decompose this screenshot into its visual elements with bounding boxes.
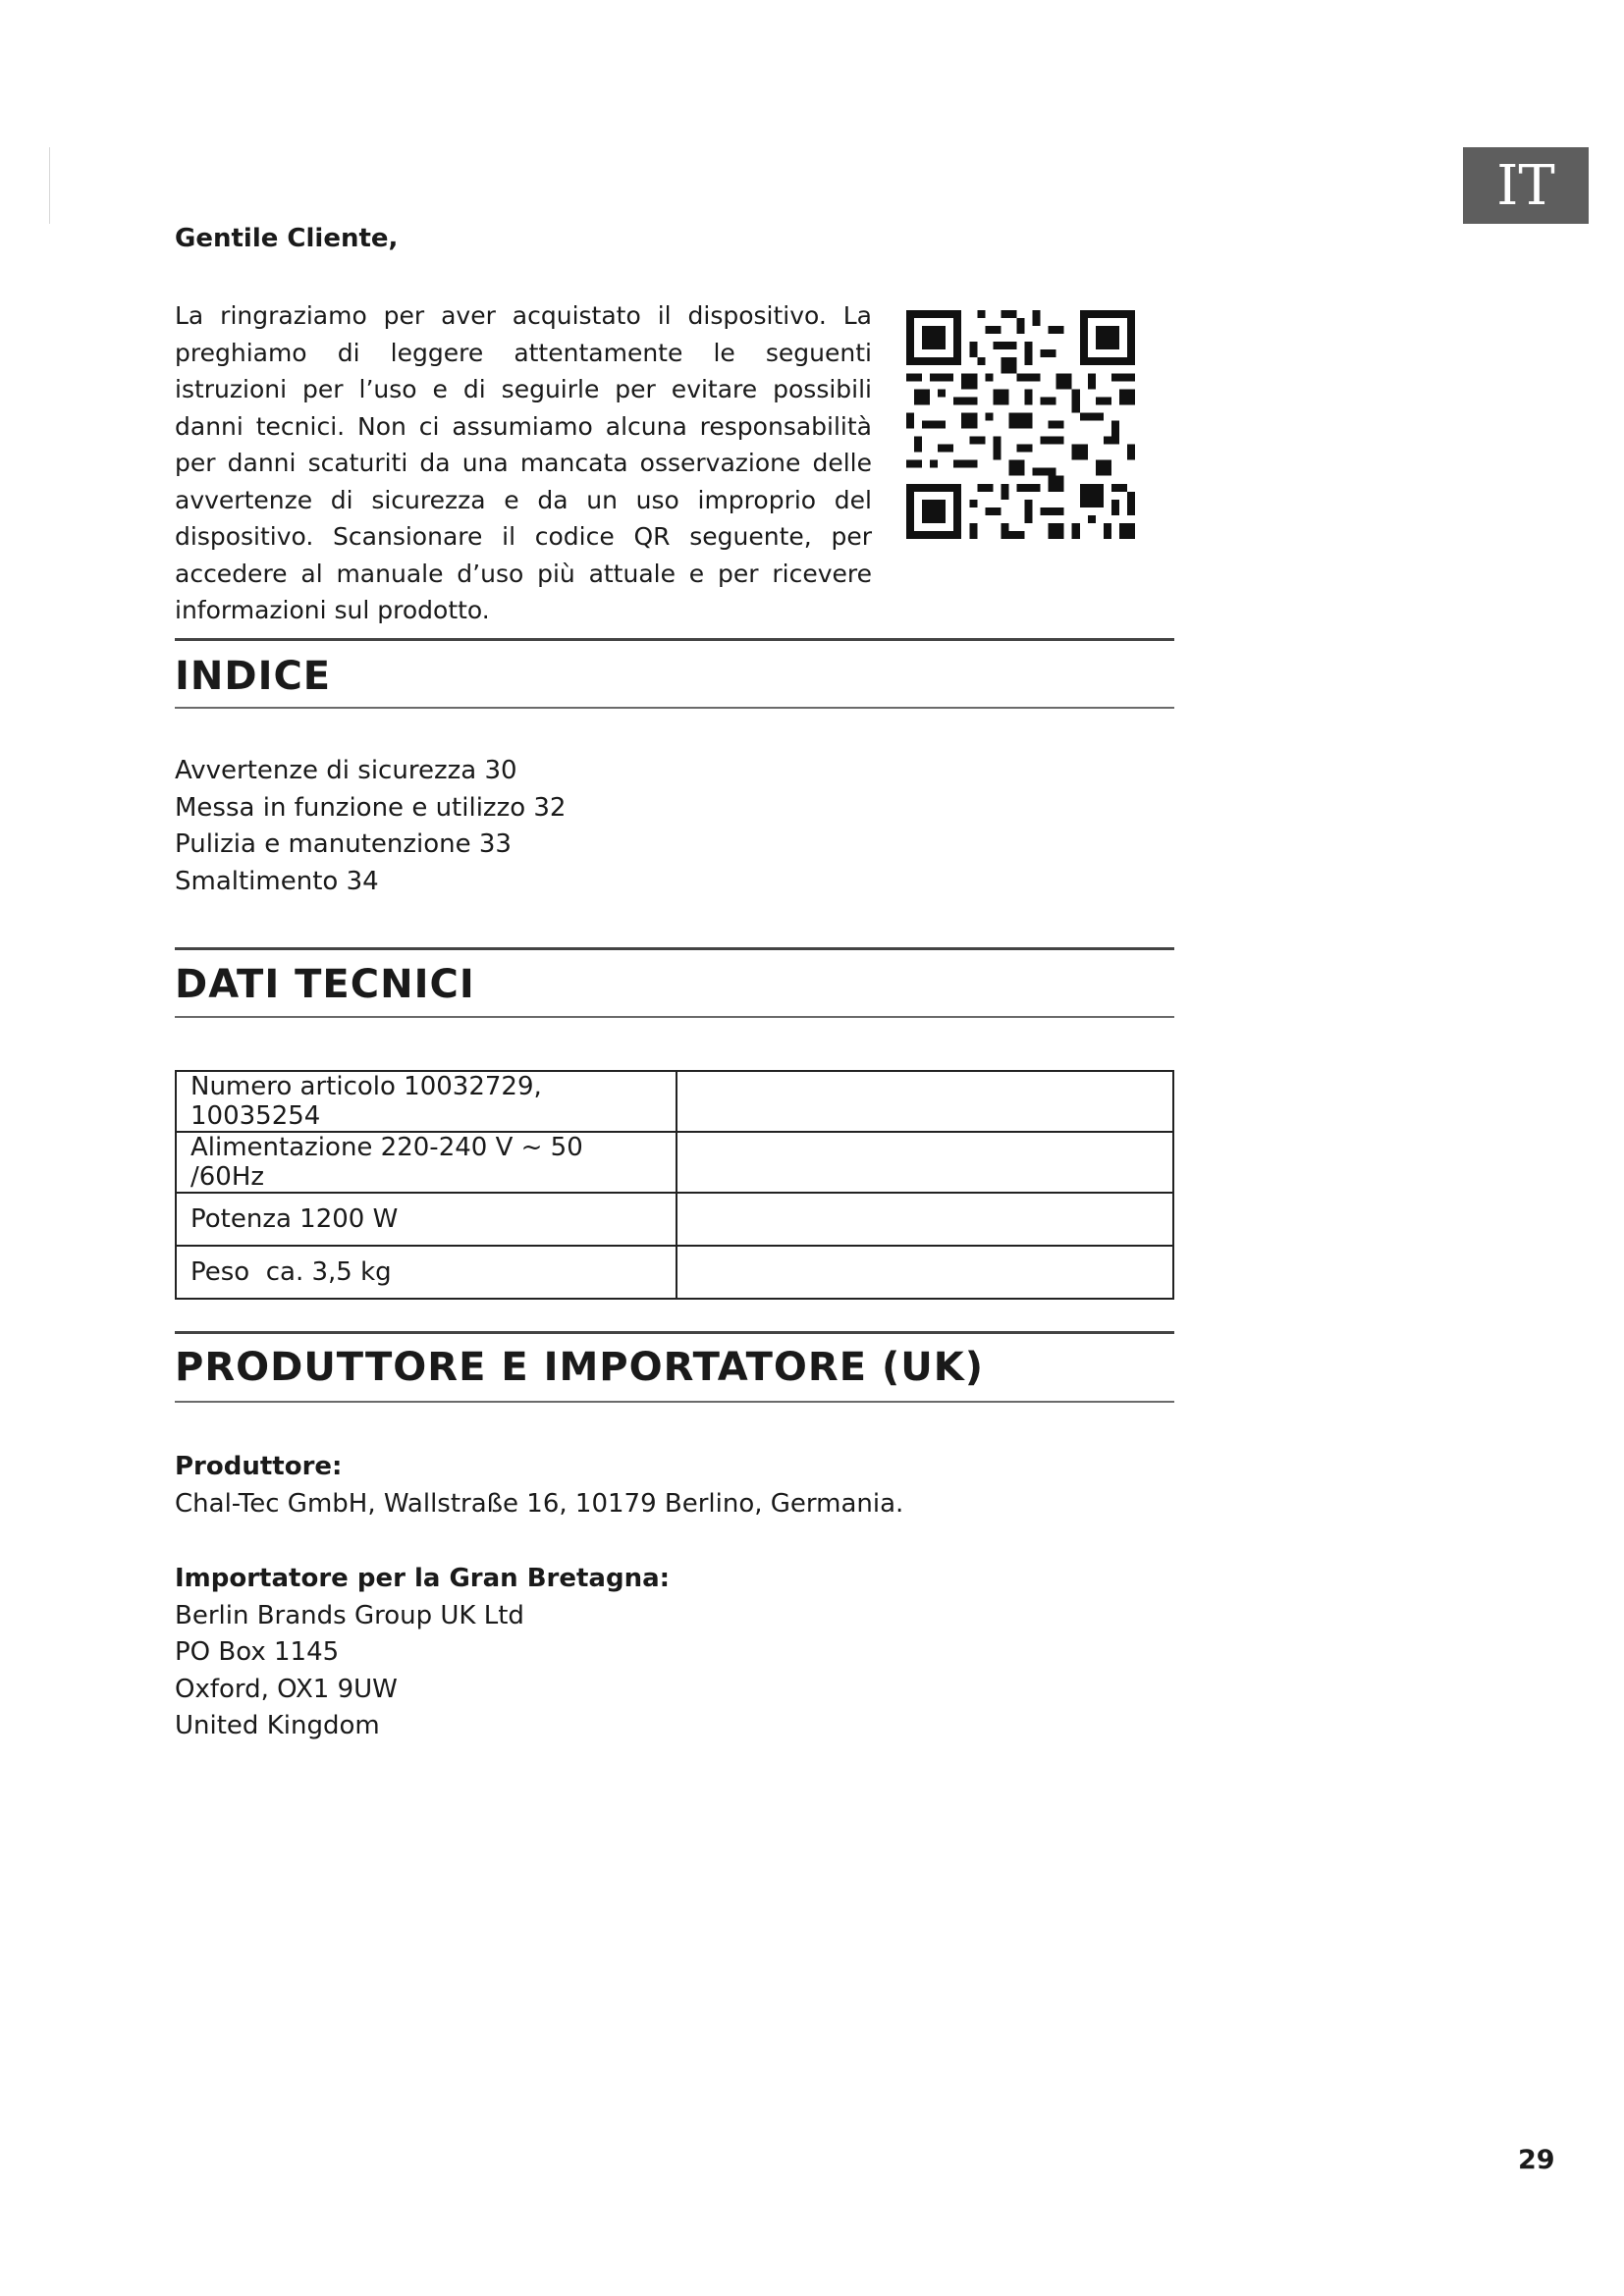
- table-row: [176, 1193, 1173, 1246]
- index-title: INDICE: [175, 654, 332, 699]
- section-rule: [175, 1331, 1174, 1334]
- qr-code: [906, 310, 1135, 539]
- intro-paragraph: La ringraziamo per aver acquistato il dispositivo. La preghiamo di leggere attentamente le seguenti istruzioni per l’uso e di seguirle per evitare possibili danni tecnici. Non ci assumiamo alcuna responsabilità per danni scaturiti da una mancata osservazione delle avvertenze di sicurezza e da un uso improprio del dispositivo. Scansionare il codice QR seguente, per accedere al manuale d’uso più attuale e per ricevere informazioni sul prodotto.: [175, 301, 872, 624]
- index-list: [175, 753, 566, 900]
- producer-title: PRODUTTORE E IMPORTATORE (UK): [175, 1345, 985, 1390]
- manufacturer-address: Chal-Tec GmbH, Wallstraße 16, 10179 Berlino, Germania.: [175, 1488, 904, 1519]
- margin-line: [49, 147, 50, 224]
- manufacturer-label: Produttore:: [175, 1452, 343, 1481]
- table-row: [176, 1071, 1173, 1132]
- spec-cell: Potenza 1200 W: [176, 1193, 677, 1246]
- index-item: Avvertenze di sicurezza 30: [175, 756, 517, 785]
- section-rule: [175, 638, 1174, 641]
- spec-empty-cell: [677, 1132, 1173, 1193]
- spec-empty-cell: [677, 1246, 1173, 1299]
- spec-cell: Numero articolo 10032729, 10035254: [176, 1071, 677, 1132]
- index-item: Messa in funzione e utilizzo 32: [175, 792, 567, 823]
- spec-cell: Alimentazione 220-240 V ~ 50 /60Hz: [176, 1132, 677, 1193]
- spec-empty-cell: [677, 1193, 1173, 1246]
- page-number: 29: [1518, 2145, 1555, 2175]
- importer-line: PO Box 1145: [175, 1637, 340, 1667]
- manufacturer-block: [175, 1449, 903, 1522]
- importer-label: Importatore per la Gran Bretagna:: [175, 1564, 671, 1593]
- index-item: Pulizia e manutenzione 33: [175, 829, 512, 859]
- language-tab: IT: [1463, 147, 1589, 224]
- section-rule: [175, 1401, 1174, 1403]
- spec-empty-cell: [677, 1071, 1173, 1132]
- greeting: Gentile Cliente,: [175, 224, 399, 253]
- spec-cell: Peso ca. 3,5 kg: [176, 1246, 677, 1299]
- table-row: [176, 1246, 1173, 1299]
- importer-block: [175, 1561, 670, 1745]
- importer-line: United Kingdom: [175, 1711, 380, 1740]
- tech-title: DATI TECNICI: [175, 962, 475, 1007]
- importer-line: Oxford, OX1 9UW: [175, 1674, 398, 1704]
- section-rule: [175, 1016, 1174, 1018]
- section-rule: [175, 707, 1174, 709]
- importer-line: Berlin Brands Group UK Ltd: [175, 1600, 524, 1630]
- table-row: [176, 1132, 1173, 1193]
- tech-spec-table: [175, 1070, 1174, 1300]
- section-rule: [175, 947, 1174, 950]
- index-item: Smaltimento 34: [175, 866, 379, 896]
